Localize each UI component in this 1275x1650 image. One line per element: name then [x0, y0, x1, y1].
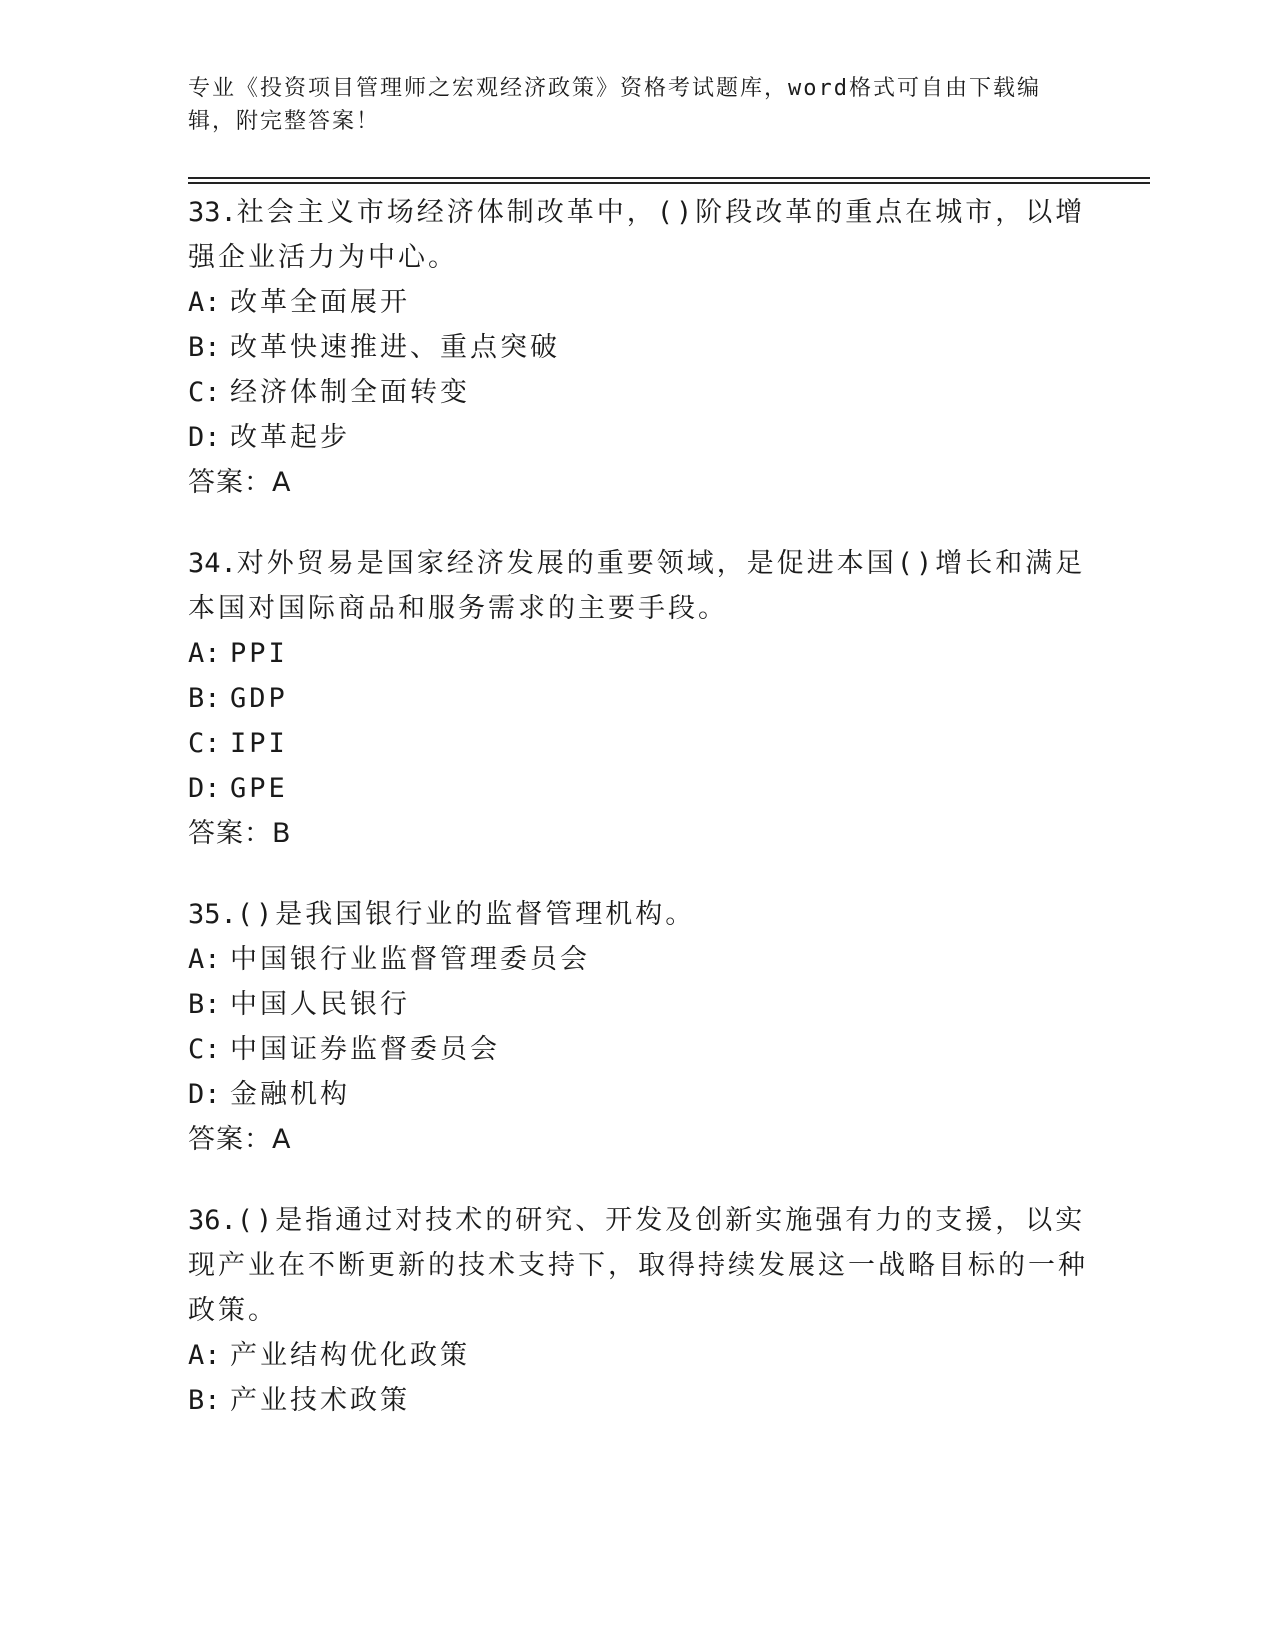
option-c: [188, 1027, 1088, 1072]
option-text: GPE: [230, 773, 288, 804]
option-text: 金融机构: [230, 1079, 350, 1110]
option-a: [188, 280, 1088, 325]
question-36: [188, 1198, 1088, 1423]
option-key: A:: [188, 287, 221, 318]
option-text: GDP: [230, 683, 288, 714]
question-stem: ()是我国银行业的监督管理机构。: [236, 899, 696, 930]
question-number: 34.: [188, 548, 237, 579]
option-b: [188, 982, 1088, 1027]
option-text: 中国银行业监督管理委员会: [230, 944, 590, 975]
option-a: [188, 631, 1088, 676]
question-text: [188, 892, 1088, 937]
document-intro: 专业《投资项目管理师之宏观经济政策》资格考试题库，word格式可自由下载编辑，附完整答案！: [188, 76, 1041, 134]
option-text: 改革起步: [230, 422, 350, 453]
option-text: 中国证券监督委员会: [230, 1034, 500, 1065]
option-d: [188, 766, 1088, 811]
question-number: 35.: [188, 899, 237, 930]
option-key: C:: [188, 728, 221, 759]
option-c: [188, 370, 1088, 415]
question-33: [188, 190, 1088, 505]
option-d: [188, 415, 1088, 460]
header-divider-bottom: [188, 182, 1150, 184]
question-34: [188, 541, 1088, 856]
option-c: [188, 721, 1088, 766]
header-divider-top: [188, 177, 1150, 179]
answer-line: 答案：B: [188, 818, 292, 849]
question-text: [188, 190, 1088, 280]
option-key: D:: [188, 422, 221, 453]
option-text: 改革快速推进、重点突破: [230, 332, 560, 363]
question-number: 33.: [188, 197, 237, 228]
question-text: [188, 541, 1088, 631]
option-key: D:: [188, 773, 221, 804]
option-key: B:: [188, 989, 221, 1020]
question-stem: ()是指通过对技术的研究、开发及创新实施强有力的支援，以实现产业在不断更新的技术支持下，取得持续发展这一战略目标的一种政策。: [188, 1205, 1088, 1326]
question-stem: 对外贸易是国家经济发展的重要领域，是促进本国()增长和满足本国对国际商品和服务需求的主要手段。: [188, 548, 1086, 624]
option-key: B:: [188, 683, 221, 714]
option-b: [188, 1378, 1088, 1423]
answer-line: 答案：A: [188, 467, 292, 498]
option-key: A:: [188, 944, 221, 975]
question-text: [188, 1198, 1088, 1333]
question-list: [188, 190, 1088, 1459]
option-text: PPI: [230, 638, 288, 669]
option-key: C:: [188, 1034, 221, 1065]
option-text: 产业结构优化政策: [230, 1340, 470, 1371]
option-text: 产业技术政策: [230, 1385, 410, 1416]
option-key: A:: [188, 1340, 221, 1371]
option-text: 改革全面展开: [230, 287, 410, 318]
option-key: D:: [188, 1079, 221, 1110]
option-text: 中国人民银行: [230, 989, 410, 1020]
question-number: 36.: [188, 1205, 237, 1236]
option-key: A:: [188, 638, 221, 669]
option-a: [188, 1333, 1088, 1378]
option-key: C:: [188, 377, 221, 408]
answer-line: 答案：A: [188, 1124, 292, 1155]
option-key: B:: [188, 332, 221, 363]
question-35: [188, 892, 1088, 1162]
option-a: [188, 937, 1088, 982]
option-b: [188, 676, 1088, 721]
option-key: B:: [188, 1385, 221, 1416]
option-b: [188, 325, 1088, 370]
question-stem: 社会主义市场经济体制改革中，()阶段改革的重点在城市，以增强企业活力为中心。: [188, 197, 1086, 273]
option-text: 经济体制全面转变: [230, 377, 470, 408]
option-text: IPI: [230, 728, 288, 759]
option-d: [188, 1072, 1088, 1117]
